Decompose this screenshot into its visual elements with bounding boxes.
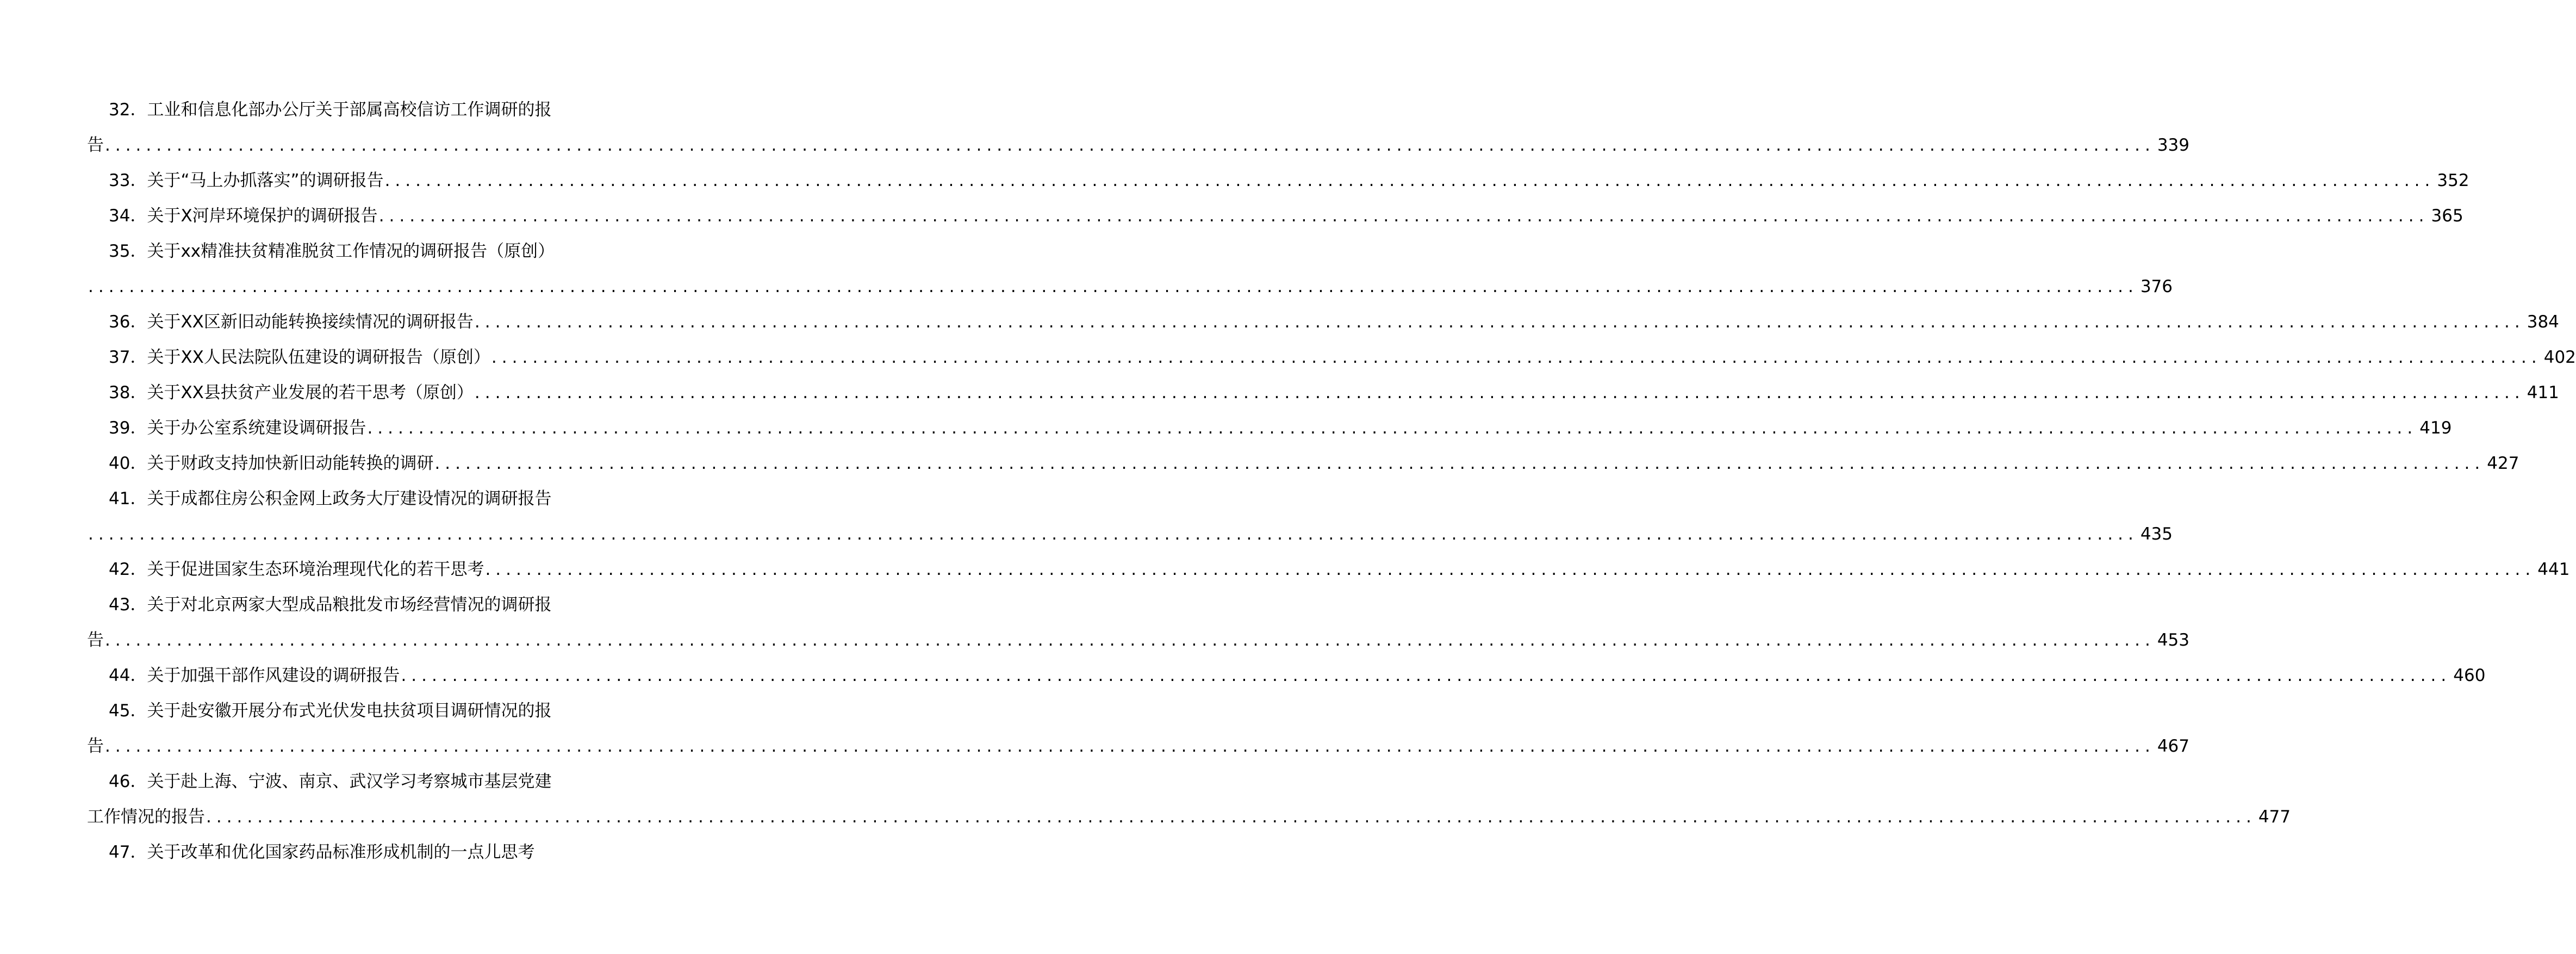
toc-entry[interactable] bbox=[87, 658, 2486, 693]
toc-line bbox=[87, 375, 2559, 411]
toc-entry-title: 告 bbox=[87, 630, 104, 650]
dot-leader: ........................................................................................................................................................................................................ bbox=[378, 206, 2429, 226]
dot-leader: ........................................................................................................................................................................................................ bbox=[105, 135, 2155, 155]
toc-line bbox=[87, 623, 2189, 658]
toc-line bbox=[87, 800, 2291, 835]
toc-entry[interactable] bbox=[87, 587, 2189, 658]
toc-entry-title: 45．关于赴安徽开展分布式光伏发电扶贫项目调研情况的报 bbox=[109, 701, 552, 721]
toc-entry[interactable] bbox=[87, 481, 2173, 552]
toc-entry-title: 39．关于办公室系统建设调研报告 bbox=[109, 418, 366, 438]
toc-entry-title: 33．关于“马上办抓落实”的调研报告 bbox=[109, 171, 384, 190]
toc-line bbox=[87, 92, 598, 128]
toc-entry-title: 工作情况的报告 bbox=[87, 807, 205, 827]
dot-leader: ........................................................................................................................................................................................................ bbox=[206, 807, 2256, 827]
table-of-contents bbox=[87, 92, 2576, 870]
toc-line bbox=[87, 199, 2463, 234]
dot-leader: ........................................................................................................................................................................................................ bbox=[474, 383, 2525, 402]
page-number: 402 bbox=[2543, 348, 2576, 367]
page-number: 477 bbox=[2258, 807, 2291, 827]
page-number: 435 bbox=[2140, 524, 2173, 544]
toc-entry[interactable] bbox=[87, 764, 2291, 835]
page-number: 467 bbox=[2157, 736, 2189, 756]
toc-line bbox=[87, 340, 2576, 375]
toc-entry-title: 34．关于X河岸环境保护的调研报告 bbox=[109, 206, 378, 226]
dot-leader: ........................................................................................................................................................................................................ bbox=[88, 277, 2138, 296]
toc-entry[interactable] bbox=[87, 92, 2189, 163]
toc-entry[interactable] bbox=[87, 375, 2559, 411]
toc-line bbox=[87, 552, 2570, 587]
toc-entry[interactable] bbox=[87, 552, 2570, 587]
toc-line bbox=[87, 411, 2452, 446]
dot-leader: ........................................................................................................................................................................................................ bbox=[485, 560, 2536, 579]
toc-line bbox=[87, 835, 598, 870]
toc-entry-title: 37．关于XX人民法院队伍建设的调研报告（原创） bbox=[109, 348, 490, 367]
toc-line bbox=[87, 305, 2559, 340]
toc-entry-title: 41．关于成都住房公积金网上政务大厅建设情况的调研报告 bbox=[109, 489, 552, 509]
toc-line bbox=[87, 693, 598, 729]
page-number: 384 bbox=[2527, 312, 2559, 332]
toc-line bbox=[87, 658, 2486, 693]
toc-entry[interactable] bbox=[87, 835, 598, 870]
toc-line bbox=[87, 481, 598, 517]
toc-entry-title: 46．关于赴上海、宁波、南京、武汉学习考察城市基层党建 bbox=[109, 772, 552, 791]
toc-line bbox=[87, 587, 598, 623]
toc-entry[interactable] bbox=[87, 446, 2519, 481]
toc-line bbox=[87, 269, 2173, 305]
toc-entry-title: 44．关于加强干部作风建设的调研报告 bbox=[109, 666, 400, 685]
toc-line bbox=[87, 517, 2173, 552]
toc-entry-title: 35．关于xx精准扶贫精准脱贫工作情况的调研报告（原创） bbox=[109, 241, 555, 261]
dot-leader: ........................................................................................................................................................................................................ bbox=[105, 736, 2155, 756]
toc-entry[interactable] bbox=[87, 693, 2189, 764]
dot-leader: ........................................................................................................................................................................................................ bbox=[491, 348, 2542, 367]
toc-entry-title: 47．关于改革和优化国家药品标准形成机制的一点儿思考 bbox=[109, 843, 535, 862]
toc-entry[interactable] bbox=[87, 305, 2559, 340]
toc-entry[interactable] bbox=[87, 340, 2576, 375]
page-number: 339 bbox=[2157, 135, 2189, 155]
page-number: 427 bbox=[2487, 454, 2519, 473]
toc-entry-title: 32．工业和信息化部办公厅关于部属高校信访工作调研的报 bbox=[109, 100, 552, 120]
toc-entry-title: 42．关于促进国家生态环境治理现代化的若干思考 bbox=[109, 560, 484, 579]
toc-line bbox=[87, 446, 2519, 481]
toc-entry[interactable] bbox=[87, 234, 2173, 305]
toc-line bbox=[87, 764, 598, 800]
toc-entry-title: 告 bbox=[87, 736, 104, 756]
page-number: 352 bbox=[2437, 171, 2469, 190]
page-number: 419 bbox=[2419, 418, 2452, 438]
toc-entry-title: 36．关于XX区新旧动能转换接续情况的调研报告 bbox=[109, 312, 474, 332]
dot-leader: ........................................................................................................................................................................................................ bbox=[105, 630, 2155, 650]
page-number: 441 bbox=[2537, 560, 2570, 579]
toc-entry-title: 43．关于对北京两家大型成品粮批发市场经营情况的调研报 bbox=[109, 595, 552, 615]
toc-entry-title: 告 bbox=[87, 135, 104, 155]
dot-leader: ........................................................................................................................................................................................................ bbox=[434, 454, 2485, 473]
page-number: 376 bbox=[2140, 277, 2173, 296]
toc-entry-title: 38．关于XX县扶贫产业发展的若干思考（原创） bbox=[109, 383, 474, 402]
dot-leader: ........................................................................................................................................................................................................ bbox=[367, 418, 2418, 438]
toc-entry[interactable] bbox=[87, 411, 2452, 446]
toc-entry[interactable] bbox=[87, 199, 2463, 234]
page-number: 411 bbox=[2527, 383, 2559, 402]
dot-leader: ........................................................................................................................................................................................................ bbox=[88, 524, 2138, 544]
toc-entry-title: 40．关于财政支持加快新旧动能转换的调研 bbox=[109, 454, 434, 473]
page-number: 453 bbox=[2157, 630, 2189, 650]
toc-line bbox=[87, 729, 2189, 764]
toc-line bbox=[87, 128, 2189, 163]
dot-leader: ........................................................................................................................................................................................................ bbox=[401, 666, 2451, 685]
toc-line bbox=[87, 234, 598, 269]
dot-leader: ........................................................................................................................................................................................................ bbox=[474, 312, 2525, 332]
page-number: 460 bbox=[2453, 666, 2486, 685]
toc-entry[interactable] bbox=[87, 163, 2469, 199]
page-number: 365 bbox=[2431, 206, 2463, 226]
dot-leader: ........................................................................................................................................................................................................ bbox=[384, 171, 2435, 190]
toc-line bbox=[87, 163, 2469, 199]
